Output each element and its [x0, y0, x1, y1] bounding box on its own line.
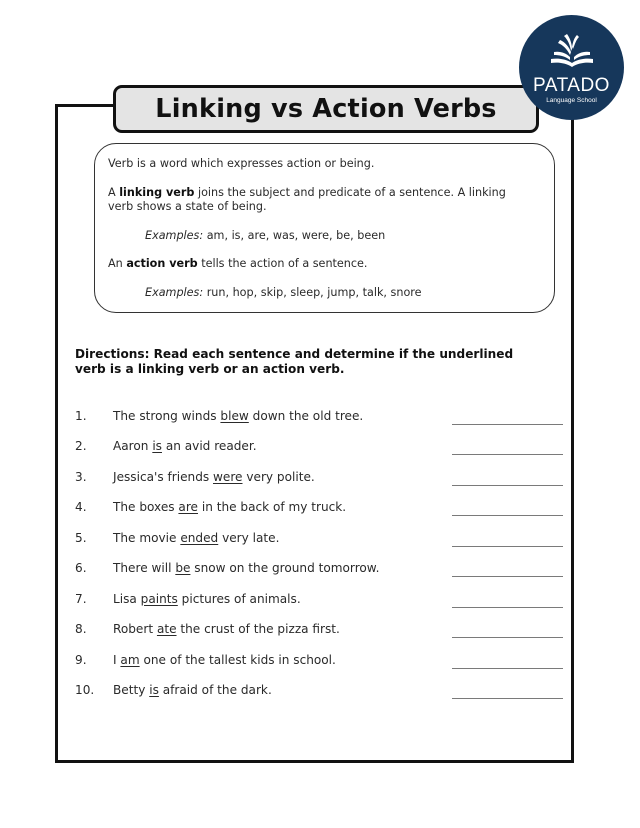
question-row [75, 500, 565, 518]
logo-subtitle: Language School [546, 97, 597, 104]
question-sentence: I am one of the tallest kids in school. [113, 653, 336, 667]
action-verb-term: action verb [126, 257, 198, 270]
underlined-verb: is [152, 439, 162, 453]
question-number: 8. [75, 622, 87, 636]
question-row [75, 531, 565, 549]
question-sentence: Betty is afraid of the dark. [113, 683, 272, 697]
action-verb-definition: An action verb tells the action of a sentence. [108, 257, 368, 270]
underlined-verb: is [149, 683, 159, 697]
question-row [75, 683, 565, 701]
answer-blank[interactable] [452, 454, 563, 455]
question-sentence: The strong winds blew down the old tree. [113, 409, 364, 423]
underlined-verb: blew [220, 409, 249, 423]
verb-definition: Verb is a word which expresses action or being. [108, 157, 375, 170]
underlined-verb: were [213, 470, 243, 484]
question-number: 4. [75, 500, 87, 514]
directions: Directions: Read each sentence and determine if the underlined verb is a linking verb or an action verb. [75, 347, 514, 376]
question-row [75, 409, 565, 427]
answer-blank[interactable] [452, 546, 563, 547]
question-sentence: Robert ate the crust of the pizza first. [113, 622, 340, 636]
patado-logo [519, 15, 624, 120]
question-number: 9. [75, 653, 87, 667]
question-row [75, 561, 565, 579]
question-row [75, 592, 565, 610]
linking-verb-definition: A linking verb joins the subject and predicate of a sentence. A linking verb shows a state of being. [108, 186, 506, 213]
answer-blank[interactable] [452, 515, 563, 516]
answer-blank[interactable] [452, 637, 563, 638]
underlined-verb: ended [180, 531, 219, 545]
title-banner [113, 85, 539, 133]
linking-verb-term: linking verb [119, 186, 195, 199]
answer-blank[interactable] [452, 698, 563, 699]
question-sentence: Lisa paints pictures of animals. [113, 592, 301, 606]
question-sentence: There will be snow on the ground tomorrow. [113, 561, 380, 575]
answer-blank[interactable] [452, 668, 563, 669]
question-row [75, 439, 565, 457]
question-sentence: Jessica's friends were very polite. [113, 470, 315, 484]
linking-verb-examples: Examples: am, is, are, was, were, be, been [145, 229, 386, 242]
question-row [75, 470, 565, 488]
question-sentence: Aaron is an avid reader. [113, 439, 257, 453]
answer-blank[interactable] [452, 424, 563, 425]
question-number: 7. [75, 592, 87, 606]
question-sentence: The boxes are in the back of my truck. [113, 500, 347, 514]
question-row [75, 622, 565, 640]
answer-blank[interactable] [452, 485, 563, 486]
answer-blank[interactable] [452, 607, 563, 608]
question-number: 3. [75, 470, 87, 484]
action-verb-examples: Examples: run, hop, skip, sleep, jump, talk, snore [145, 286, 422, 299]
answer-blank[interactable] [452, 576, 563, 577]
open-book-icon [549, 33, 595, 71]
underlined-verb: are [178, 500, 198, 514]
underlined-verb: ate [156, 622, 177, 636]
question-number: 1. [75, 409, 87, 423]
question-number: 5. [75, 531, 87, 545]
underlined-verb: am [120, 653, 140, 667]
question-row [75, 653, 565, 671]
question-number: 2. [75, 439, 87, 453]
underlined-verb: be [175, 561, 191, 575]
question-sentence: The movie ended very late. [113, 531, 280, 545]
question-number: 10. [75, 683, 95, 697]
question-number: 6. [75, 561, 87, 575]
page-title: Linking vs Action Verbs [155, 94, 497, 124]
underlined-verb: paints [140, 592, 178, 606]
logo-brand: PATADO [533, 75, 610, 96]
